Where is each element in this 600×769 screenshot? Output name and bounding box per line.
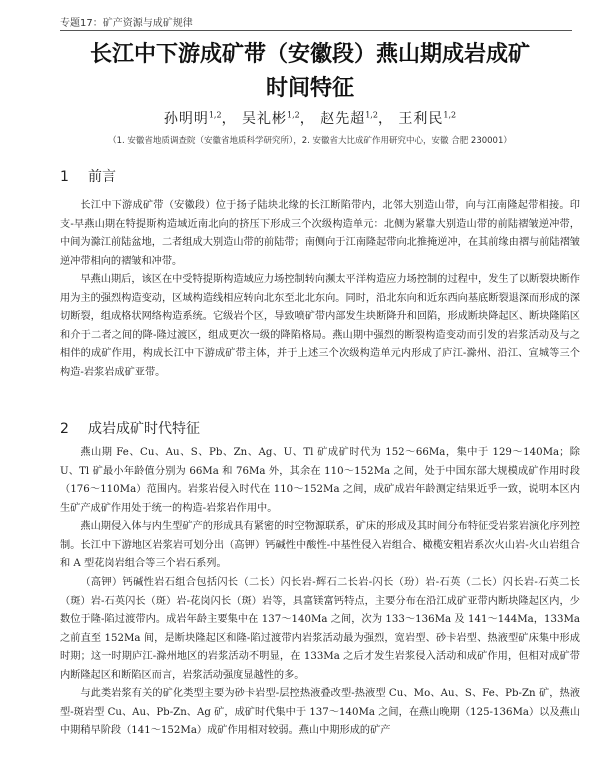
author-separator: ， [221, 111, 237, 127]
header-rule [60, 30, 572, 31]
author-name: 吴礼彬 [242, 111, 288, 127]
section-heading-1 [60, 166, 116, 186]
body-paragraph: 与此类岩浆有关的矿化类型主要为砂卡岩型-层控热液叠改型-热液型 Cu、Mo、Au、S、Fe、Pb-Zn 矿，热液型-斑岩型 Cu、Au、Pb-Zn、Ag 矿，成矿时代集中于 137～140Ma 之间，在燕山晚期（125-136Ma）以及燕山中期稍早阶段（141～152Ma）成矿作用相对较弱。燕山中期形成的矿产 [60, 688, 580, 736]
author-name: 孙明明 [163, 111, 209, 127]
affiliation: （1. 安徽省地质调查院（安徽省地质科学研究所），2. 安徽省大比成矿作用研究中心，安徽 合肥 230001） [108, 136, 512, 146]
author-separator: ， [377, 111, 393, 127]
author-list [40, 108, 580, 128]
author-affil-mark: 1,2 [443, 110, 457, 120]
title-line-1: 长江中下游成矿带（安徽段）燕山期成岩成矿 [89, 42, 530, 67]
body-paragraph: 燕山期 Fe、Cu、Au、S、Pb、Zn、Ag、U、Tl 矿成矿时代为 152～66Ma，集中于 129～140Ma；除 U、Tl 矿最小年龄值分别为 66Ma 和 76Ma 外，其余在 110～152Ma 之间，处于中国东部大规模成矿作用时段（176～110Ma）范围内。岩浆岩侵入时代在 110～152Ma 之间，成矿成岩年龄测定结果近乎一致，说明本区内生矿产成矿作用处于统一的构造-岩浆岩作用中。 [60, 447, 580, 514]
section-title: 前言 [88, 169, 116, 185]
section-number: 1 [60, 169, 69, 185]
section-title: 成岩成矿时代特征 [88, 421, 200, 437]
author-affil-mark: 1,2 [287, 110, 300, 120]
running-head: 专题17：矿产资源与成矿规律 [60, 18, 193, 29]
body-paragraph: 早燕山期后，该区在中受特提斯构造域应力场控制转向濒太平洋构造应力场控制的过程中，发生了以断裂块断作用为主的强烈构造变动，区域构造线相应转向北东至北北东向。同时，沿北东向和近东西向基底断裂退深而形成的深切断裂，组成格状网络构造系统。它级岩个区，导致喷矿带内部发生块断降升和回陷，形成断块降起区、断块隆陷区和介于二者之间的降-隆过渡区，组成更次一级的降陷格局。燕山期中强烈的断裂构造变动而引发的岩浆活动及与之相伴的成矿作用，构成长江中下游成矿带主体，并于上述三个次级构造单元内形成了庐江-滁州、沿江、宣城等三个构造-岩浆岩成矿亚带。 [60, 274, 580, 378]
body-paragraph: （高钾）钙碱性岩石组合包括闪长（二长）闪长岩-辉石二长岩-闪长（玢）岩-石英（二长）闪长岩-石英二长（斑）岩-石英闪长（斑）岩-花岗闪长（斑）岩等，具富镁富钙特点，主要分布在沿江成矿亚带内断块隆起区内，少数位于隆-陷过渡带内。成岩年龄主要集中在 137～140Ma 之间，次为 133～136Ma 及 141～144Ma，133Ma 之前直至 152Ma 间，是断块隆起区和隆-陷过渡带内岩浆活动最为强烈，宽岩型、砂卡岩型、热液型矿床集中形成时期；这一时期庐江-滁州地区的岩浆活动不明显，在 133Ma 之后才发生岩浆侵入活动和成矿作用，但相对成矿带内断隆起区和断陷区而言，岩浆活动强度显越性的多。 [60, 577, 580, 681]
body-paragraph: 长江中下游成矿带（安徽段）位于扬子陆块北缘的长江断陷带内，北邻大别造山带，向与江南隆起带相接。印支-早燕山期在特提斯构造域近南北向的挤压下形成三个次级构造单元：北侧为紧靠大别造山带的前陆褶皱逆冲带，中间为滁江前陆盆地，二者组成大别造山带的前陆带；南侧向于江南隆起带向北推掩逆冲，在其前缘由褶与前陆褶皱逆冲带相向的褶皱和冲带。 [60, 200, 580, 267]
author-separator: ， [299, 111, 315, 127]
section-heading-2 [60, 418, 200, 438]
body-paragraph: 燕山期侵入体与内生型矿产的形成具有紧密的时空物源联系，矿床的形成及其时间分布特征受岩浆岩演化序列控制。长江中下游地区岩浆岩可划分出（高钾）钙碱性中酸性-中基性侵入岩组合、橄榄安粗岩系次火山岩-火山岩组合和 A 型花岗岩组合等三个岩石系列。 [60, 521, 580, 569]
author-affil-mark: 1,2 [365, 110, 378, 120]
author-affil-mark: 1,2 [208, 110, 222, 120]
author-name: 王利民 [398, 111, 444, 127]
author-name: 赵先超 [320, 111, 366, 127]
paper-title [40, 38, 580, 106]
title-line-2: 时间特征 [265, 76, 354, 101]
section-number: 2 [60, 421, 69, 437]
